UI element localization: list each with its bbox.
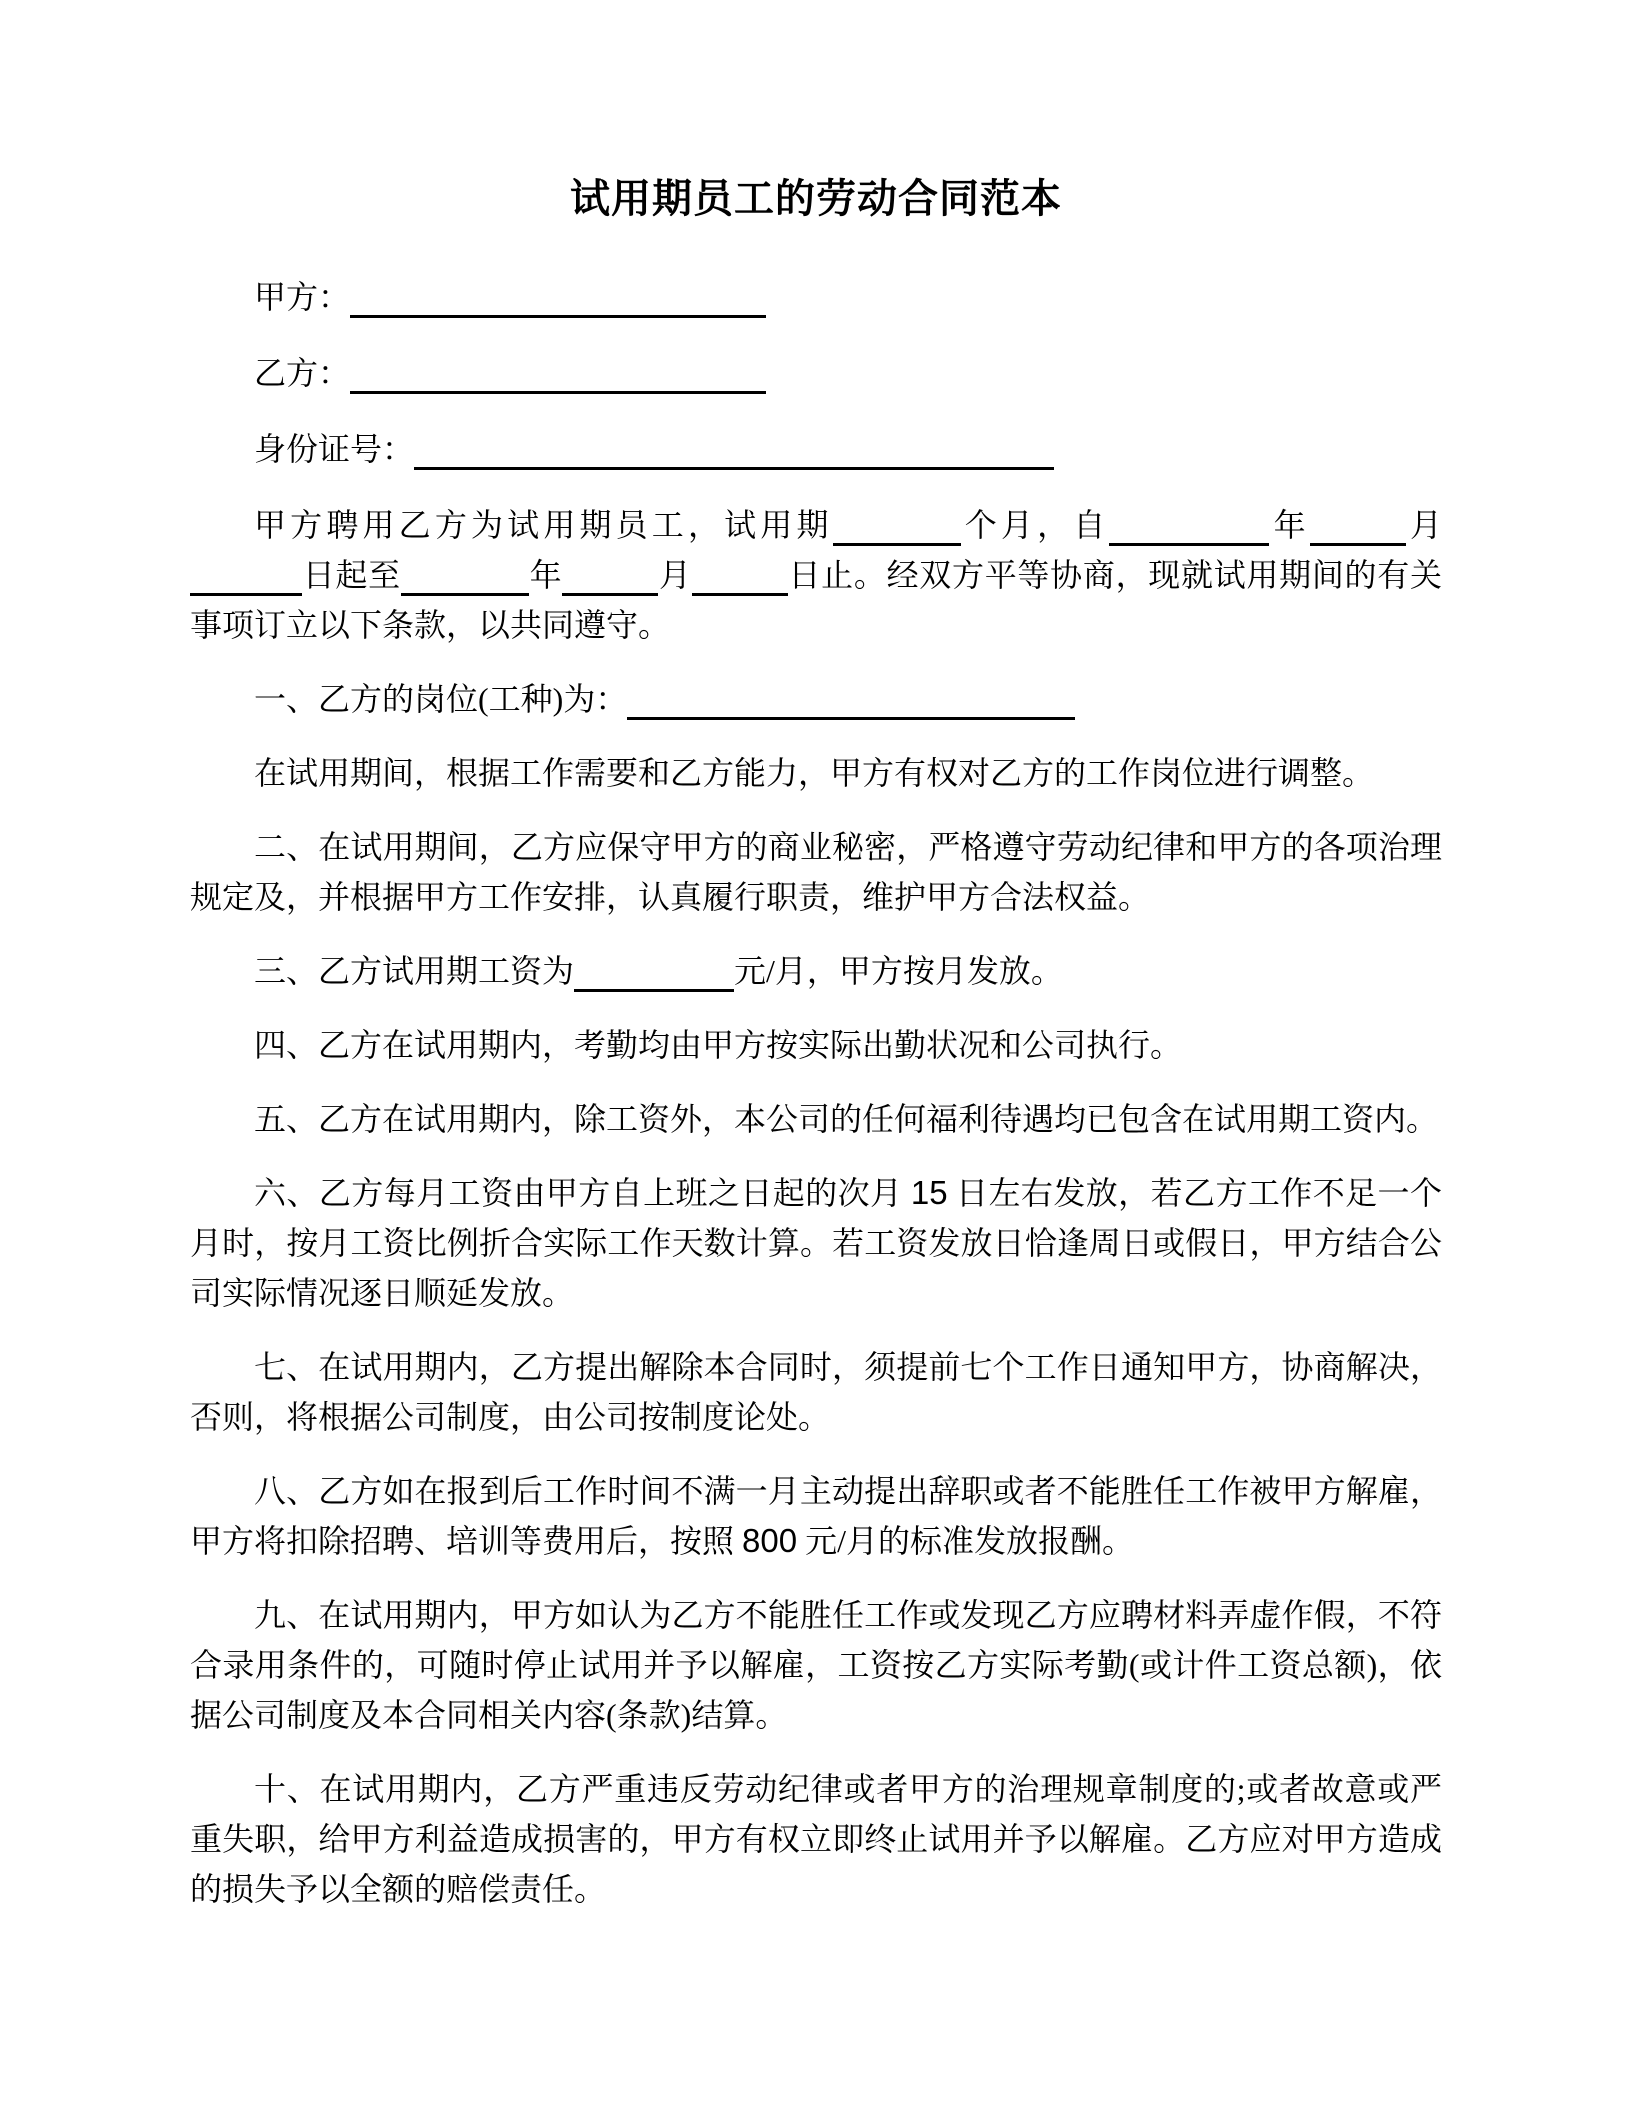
paragraph: 一、乙方的岗位(工种)为： <box>190 674 1442 724</box>
blank-line <box>350 279 766 318</box>
blank-line <box>1310 507 1406 546</box>
paragraph: 十、在试用期内，乙方严重违反劳动纪律或者甲方的治理规章制度的;或者故意或严重失职，给甲方利益造成损害的，甲方有权立即终止试用并予以解雇。乙方应对甲方造成的损失予以全额的赔偿责任。 <box>190 1771 1442 1907</box>
paragraph: 二、在试用期间，乙方应保守甲方的商业秘密，严格遵守劳动纪律和甲方的各项治理规定及，并根据甲方工作安排，认真履行职责，维护甲方合法权益。 <box>190 829 1442 915</box>
paragraph: 六、乙方每月工资由甲方自上班之日起的次月 15 日左右发放，若乙方工作不足一个月时，按月工资比例折合实际工作天数计算。若工资发放日恰逢周日或假日，甲方结合公司实际情况逐日顺延发放。 <box>190 1174 1442 1311</box>
blank-line <box>574 953 734 992</box>
field-row <box>190 424 1442 474</box>
blank-line <box>692 557 788 596</box>
blank-line <box>627 681 1075 720</box>
field-label: 乙方： <box>254 355 351 391</box>
field-row <box>190 348 1442 398</box>
paragraph: 五、乙方在试用期内，除工资外，本公司的任何福利待遇均已包含在试用期工资内。 <box>254 1101 1439 1137</box>
number-text: 800 <box>742 1522 798 1559</box>
paragraph: 在试用期间，根据工作需要和乙方能力，甲方有权对乙方的工作岗位进行调整。 <box>254 755 1375 791</box>
field-label: 甲方： <box>254 279 351 315</box>
paragraph: 甲方聘用乙方为试用期员工，试用期 个月，自 年 月日起至 年 月 日止。经双方平等协商，现就试用期间的有关事项订立以下条款，以共同遵守。 <box>190 507 1442 643</box>
blank-line <box>401 557 529 596</box>
paragraph-list <box>190 500 1442 1914</box>
field-row <box>190 272 1442 322</box>
number-text: 15 <box>910 1174 948 1211</box>
paragraph: 三、乙方试用期工资为 元/月，甲方按月发放。 <box>190 946 1442 996</box>
paragraph: 七、在试用期内，乙方提出解除本合同时，须提前七个工作日通知甲方，协商解决，否则，将根据公司制度，由公司按制度论处。 <box>190 1349 1442 1435</box>
blank-line <box>350 355 766 394</box>
field-label: 身份证号： <box>254 431 415 467</box>
blank-line <box>833 507 961 546</box>
blank-line <box>414 431 1054 470</box>
blank-line <box>190 557 302 596</box>
party-fields <box>190 272 1442 474</box>
document-content <box>190 0 1442 1914</box>
paragraph: 九、在试用期内，甲方如认为乙方不能胜任工作或发现乙方应聘材料弄虚作假，不符合录用条件的，可随时停止试用并予以解雇，工资按乙方实际考勤(或计件工资总额)，依据公司制度及本合同相关内容(条款)结算。 <box>190 1597 1442 1733</box>
paragraph: 四、乙方在试用期内，考勤均由甲方按实际出勤状况和公司执行。 <box>254 1027 1183 1063</box>
blank-line <box>562 557 658 596</box>
blank-line <box>1109 507 1269 546</box>
paragraph: 八、乙方如在报到后工作时间不满一月主动提出辞职或者不能胜任工作被甲方解雇，甲方将扣除招聘、培训等费用后，按照 800 元/月的标准发放报酬。 <box>190 1473 1442 1559</box>
document-title: 试用期员工的劳动合同范本 <box>570 177 1062 221</box>
